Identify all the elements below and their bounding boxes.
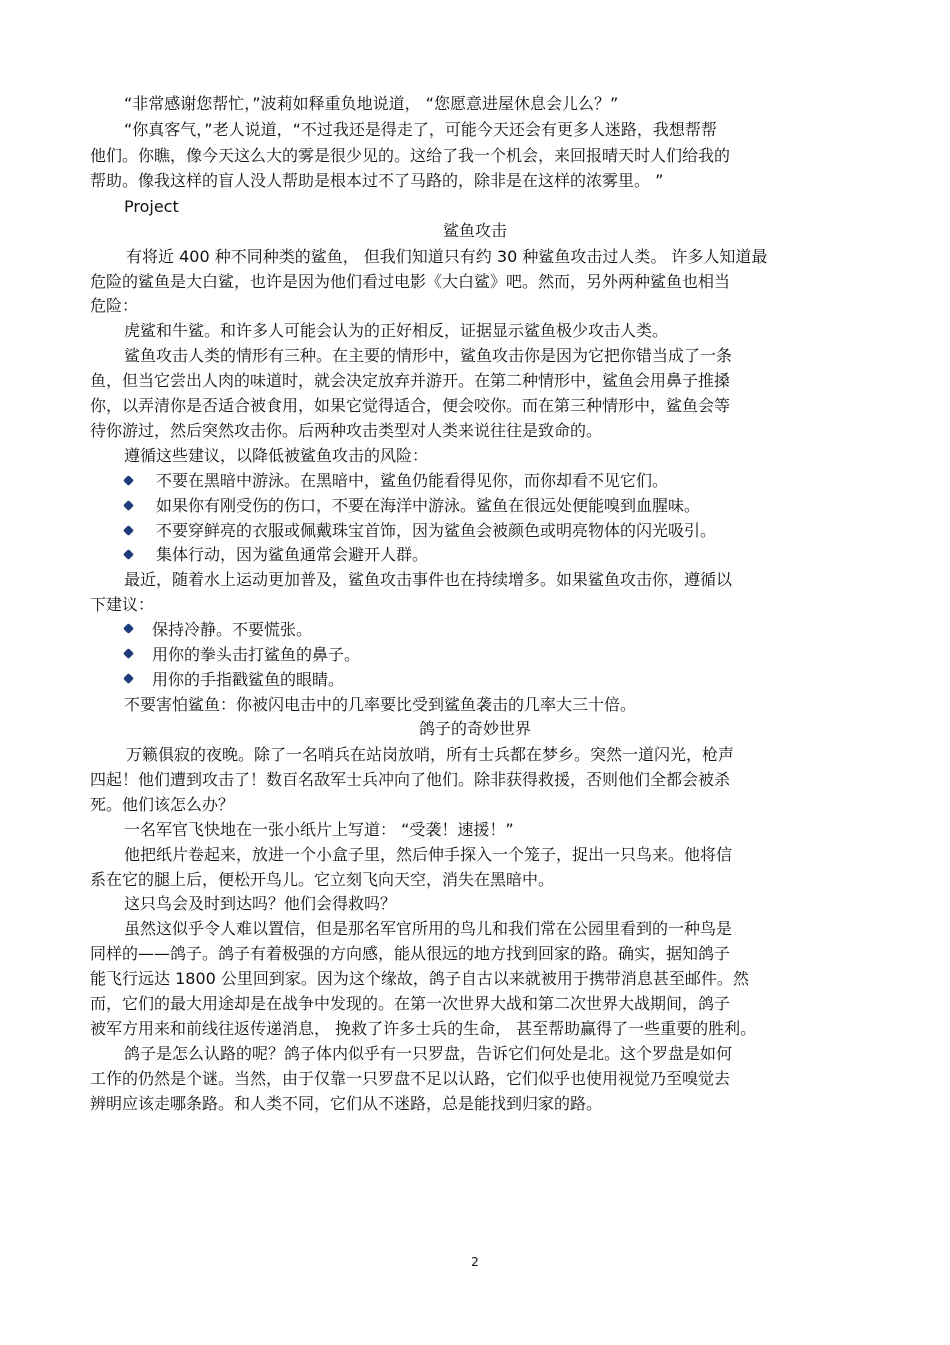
shark-p5-line-2: 下建议： (90, 595, 155, 614)
shark-tip-2: 如果你有刚受伤的伤口，不要在海洋中游泳。鲨鱼在很远处便能嗅到血腥味。 (156, 496, 701, 515)
pigeon-p1-line-2: 四起！他们遭到攻击了！数百名敌军士兵冲向了他们。除非获得救援，否则他们全都会被杀 (90, 770, 731, 789)
bullet-icon (123, 673, 134, 684)
shark-p1-line-1: 有将近 400 种不同种类的鲨鱼， 但我们知道只有约 30 种鲨鱼攻击过人类。 许多人知道最 (126, 247, 768, 266)
pigeon-p1-line-3: 死。他们该怎么办？ (90, 795, 235, 814)
shark-advice-3: 用你的手指戳鲨鱼的眼睛。 (152, 670, 345, 689)
shark-p3-line-3: 你，以弄清你是否适合被食用，如果它觉得适合，便会咬你。而在第三种情形中，鲨鱼会等 (90, 396, 731, 415)
bullet-icon (123, 549, 134, 560)
story-line-2: “你真客气，”老人说道，“不过我还是得走了，可能今天还会有更多人迷路，我想帮帮 (124, 120, 717, 139)
shark-tip-3: 不要穿鲜亮的衣服或佩戴珠宝首饰，因为鲨鱼会被颜色或明亮物体的闪光吸引。 (156, 521, 717, 540)
project-label: Project (124, 197, 179, 216)
shark-tip-4: 集体行动，因为鲨鱼通常会避开人群。 (156, 545, 429, 564)
shark-p6: 不要害怕鲨鱼：你被闪电击中的几率要比受到鲨鱼袭击的几率大三十倍。 (124, 695, 637, 714)
pigeon-p5-line-3: 能飞行远达 1800 公里回到家。因为这个缘故，鸽子自古以来就被用于携带消息甚至邮件。然 (90, 969, 749, 988)
shark-p2: 虎鲨和牛鲨。和许多人可能会认为的正好相反，证据显示鲨鱼极少攻击人类。 (124, 321, 669, 340)
pigeon-p6-line-2: 工作的仍然是个谜。当然，由于仅靠一只罗盘不足以认路，它们似乎也使用视觉乃至嗅觉去 (90, 1069, 731, 1088)
bullet-icon (123, 623, 134, 634)
pigeon-p5-line-4: 而，它们的最大用途却是在战争中发现的。在第一次世界大战和第二次世界大战期间，鸽子 (90, 994, 731, 1013)
page-number: 2 (471, 1255, 479, 1269)
shark-p1-line-3: 危险： (90, 296, 139, 315)
shark-p1-line-2: 危险的鲨鱼是大白鲨，也许是因为他们看过电影《大白鲨》吧。然而，另外两种鲨鱼也相当 (90, 272, 731, 291)
shark-p3-line-1: 鲨鱼攻击人类的情形有三种。在主要的情形中，鲨鱼攻击你是因为它把你错当成了一条 (124, 346, 733, 365)
pigeon-title: 鸽子的奇妙世界 (418, 719, 531, 738)
bullet-icon (123, 648, 134, 659)
shark-advice-1: 保持冷静。不要慌张。 (152, 620, 313, 639)
pigeon-p2: 一名军官飞快地在一张小纸片上写道： “受袭！速援！” (124, 820, 514, 839)
shark-p5-line-1: 最近，随着水上运动更加普及，鲨鱼攻击事件也在持续增多。如果鲨鱼攻击你，遵循以 (124, 570, 733, 589)
pigeon-p4: 这只鸟会及时到达吗？他们会得救吗？ (124, 894, 397, 913)
bullet-icon (123, 525, 134, 536)
pigeon-p5-line-2: 同样的——鸽子。鸽子有着极强的方向感，能从很远的地方找到回家的路。确实，据知鸽子 (90, 944, 731, 963)
pigeon-p5-line-1: 虽然这似乎令人难以置信，但是那名军官所用的鸟儿和我们常在公园里看到的一种鸟是 (124, 919, 733, 938)
story-line-1: “非常感谢您帮忙，”波莉如释重负地说道， “您愿意进屋休息会儿么？” (124, 94, 619, 113)
pigeon-p5-line-5: 被军方用来和前线往返传递消息， 挽救了许多士兵的生命， 甚至帮助赢得了一些重要的胜利。 (90, 1019, 757, 1038)
pigeon-p1-line-1: 万籁俱寂的夜晚。除了一名哨兵在站岗放哨，所有士兵都在梦乡。突然一道闪光，枪声 (126, 745, 735, 764)
shark-p3-line-4: 待你游过，然后突然攻击你。后两种攻击类型对人类来说往往是致命的。 (90, 421, 603, 440)
pigeon-p3-line-2: 系在它的腿上后，便松开鸟儿。它立刻飞向天空，消失在黑暗中。 (90, 870, 555, 889)
pigeon-p6-line-1: 鸽子是怎么认路的呢？鸽子体内似乎有一只罗盘，告诉它们何处是北。这个罗盘是如何 (124, 1044, 733, 1063)
pigeon-p6-line-3: 辨明应该走哪条路。和人类不同，它们从不迷路，总是能找到归家的路。 (90, 1094, 603, 1113)
shark-p4: 遵循这些建议，以降低被鲨鱼攻击的风险： (124, 446, 429, 465)
pigeon-p3-line-1: 他把纸片卷起来，放进一个小盒子里，然后伸手探入一个笼子，捉出一只鸟来。他将信 (124, 845, 733, 864)
shark-tip-1: 不要在黑暗中游泳。在黑暗中，鲨鱼仍能看得见你，而你却看不见它们。 (156, 471, 669, 490)
bullet-icon (123, 500, 134, 511)
story-line-3: 他们。你瞧，像今天这么大的雾是很少见的。这给了我一个机会，来回报晴天时人们给我的 (90, 146, 731, 165)
shark-p3-line-2: 鱼，但当它尝出人肉的味道时，就会决定放弃并游开。在第二种情形中，鲨鱼会用鼻子推搡 (90, 371, 731, 390)
bullet-icon (123, 475, 134, 486)
story-line-4: 帮助。像我这样的盲人没人帮助是根本过不了马路的，除非是在这样的浓雾里。 ” (90, 171, 664, 190)
shark-advice-2: 用你的拳头击打鲨鱼的鼻子。 (152, 645, 361, 664)
shark-title: 鲨鱼攻击 (442, 221, 507, 240)
